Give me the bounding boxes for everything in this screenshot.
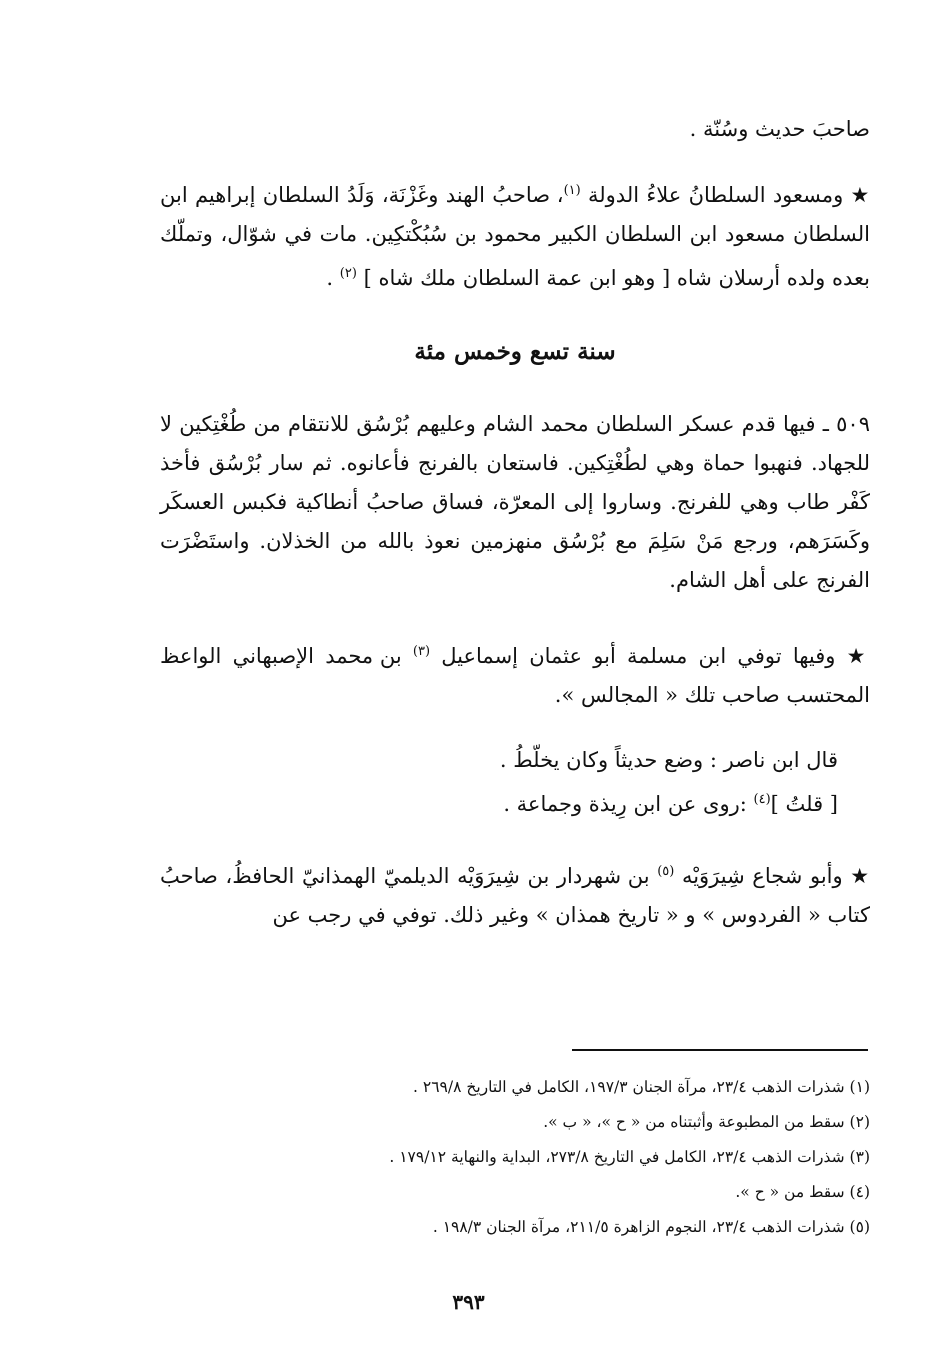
quote-line-2-start: [ قلتُ ] — [770, 792, 838, 816]
section-heading: سنة تسع وخمس مئة — [414, 338, 616, 365]
paragraph-2-middle: ، صاحبُ الهند وغَزْنَة، وَلَدُ السلطان إبراهيم ابن السلطان مسعود ابن السلطان الكبير محمود بن سُبُكْتكِين. مات في شوّال، وتملّك بعده ولده أرسلان شاه [ وهو ابن عمة السلطان ملك شاه ] — [160, 183, 870, 290]
paragraph-2-end: . — [326, 266, 334, 290]
footnote-5: (٥) شذرات الذهب ٢٣/٤، النجوم الزاهرة ٢١١/٥، مرآة الجنان ١٩٨/٣ . — [432, 1218, 870, 1236]
footnote-ref-2: (٢) — [339, 266, 357, 281]
footnote-ref-4: (٤) — [753, 792, 771, 807]
paragraph-5-end: بن شهردار بن شِيرَوَيْه الديلميّ الهمذانيّ الحافظُ، صاحبُ كتاب « الفردوس » و « تاريخ همذان » وغير ذلك. توفي في رجب عن — [160, 864, 870, 927]
paragraph-3: ٥٠٩ ـ فيها قدم عسكر السلطان محمد الشام وعليهم بُرْسُق للانتقام من طُغْتِكين لا للجهاد. فنهبوا حماة وهي لطُغْتِكين. فاستعان بالفرنج فأعانوه. ثم سار بُرْسُق فأخذ كَفْر طاب وهي للفرنج. وساروا إلى المعرّة، فساق صاحبُ أنطاكية فكبس العسكَر وكَسَرَهم، ورجع مَنْ سَلِمَ مع بُرْسُق منهزمين نعوذ بالله من الخذلان. واستَضْرَت الفرنج على أهل الشام. — [160, 412, 870, 592]
footnote-ref-1: (١) — [563, 183, 581, 198]
quote-line-1: قال ابن ناصر : وضع حديثاً وكان يخلّطُ . — [499, 748, 838, 772]
quote-line-2-end: :روى عن ابن رِيذة وجماعة . — [503, 792, 747, 816]
paragraph-2-start: ★ ومسعود السلطانُ علاءُ الدولة — [588, 183, 870, 207]
paragraph-2 — [160, 171, 870, 298]
footnote-ref-5: (٥) — [657, 864, 675, 879]
page-number: ٣٩٣ — [452, 1290, 485, 1314]
footnote-1: (١) شذرات الذهب ٢٣/٤، مرآة الجنان ١٩٧/٣، الكامل في التاريخ ٢٦٩/٨ . — [413, 1078, 870, 1096]
footnote-4: (٤) سقط من « ح ». — [735, 1183, 870, 1201]
paragraph-4-end: بن محمد الإصبهاني الواعظ المحتسب صاحب تلك « المجالس ». — [160, 644, 870, 707]
footnotes — [260, 1070, 870, 1245]
footnote-ref-3: (٣) — [412, 644, 431, 659]
footnote-3: (٣) شذرات الذهب ٢٣/٤، الكامل في التاريخ ٢٧٣/٨، البداية والنهاية ١٧٩/١٢ . — [389, 1148, 870, 1166]
footnote-divider — [572, 1049, 868, 1051]
paragraph-4 — [160, 632, 870, 715]
paragraph-5 — [160, 852, 870, 935]
paragraph-4-start: ★ وفيها توفي ابن مسلمة أبو عثمان إسماعيل — [441, 644, 870, 668]
paragraph-1: صاحبَ حديث وسُنّة . — [689, 117, 870, 141]
main-text — [160, 110, 870, 935]
footnote-2: (٢) سقط من المطبوعة وأثبتناه من « ح »، « ب ». — [543, 1113, 870, 1131]
paragraph-5-start: ★ وأبو شجاع شِيرَوَيْه — [681, 864, 870, 888]
quote-line-2 — [160, 780, 870, 824]
